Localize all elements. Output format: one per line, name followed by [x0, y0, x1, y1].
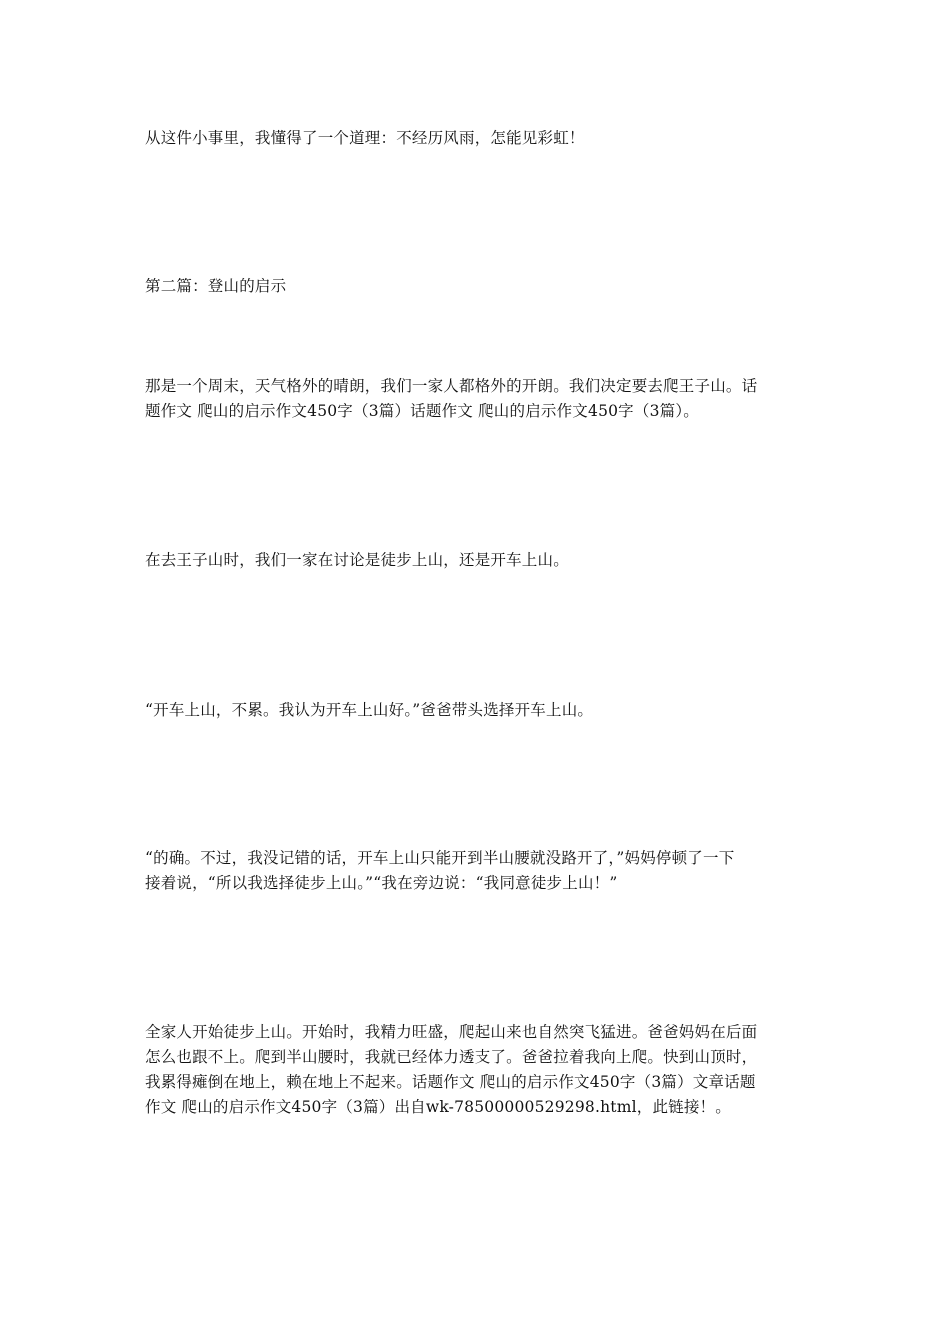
text-line: 全家人开始徒步上山。开始时，我精力旺盛，爬起山来也自然突飞猛进。爸爸妈妈在后面	[145, 1023, 758, 1041]
paragraph-climbing	[145, 1020, 810, 1120]
paragraph-discussion	[145, 548, 810, 573]
paragraph-father-dialogue	[145, 698, 810, 723]
paragraph-conclusion	[145, 126, 810, 151]
text-line: 我累得瘫倒在地上，赖在地上不起来。话题作文 爬山的启示作文450字（3篇）文章话题	[145, 1073, 756, 1091]
text-line: “的确。不过，我没记错的话，开车上山只能开到半山腰就没路开了，”妈妈停顿了一下	[145, 849, 735, 867]
text-line: 从这件小事里，我懂得了一个道理：不经历风雨，怎能见彩虹！	[145, 129, 585, 147]
text-line: 怎么也跟不上。爬到半山腰时，我就已经体力透支了。爸爸拉着我向上爬。快到山顶时，	[145, 1048, 758, 1066]
text-line: 那是一个周末，天气格外的晴朗，我们一家人都格外的开朗。我们决定要去爬王子山。话	[145, 377, 758, 395]
text-line: 第二篇：登山的启示	[145, 277, 287, 295]
text-line: 接着说，“所以我选择徒步上山。”“我在旁边说：“我同意徒步上山！”	[145, 874, 618, 892]
section-heading	[145, 274, 810, 299]
paragraph-mother-dialogue	[145, 846, 810, 896]
paragraph-intro	[145, 374, 810, 424]
text-line: 在去王子山时，我们一家在讨论是徒步上山，还是开车上山。	[145, 551, 569, 569]
text-line: “开车上山，不累。我认为开车上山好。”爸爸带头选择开车上山。	[145, 701, 594, 719]
text-line: 作文 爬山的启示作文450字（3篇）出自wk-78500000529298.html，此链接！。	[145, 1098, 731, 1116]
text-line: 题作文 爬山的启示作文450字（3篇）话题作文 爬山的启示作文450字（3篇）。	[145, 402, 699, 420]
